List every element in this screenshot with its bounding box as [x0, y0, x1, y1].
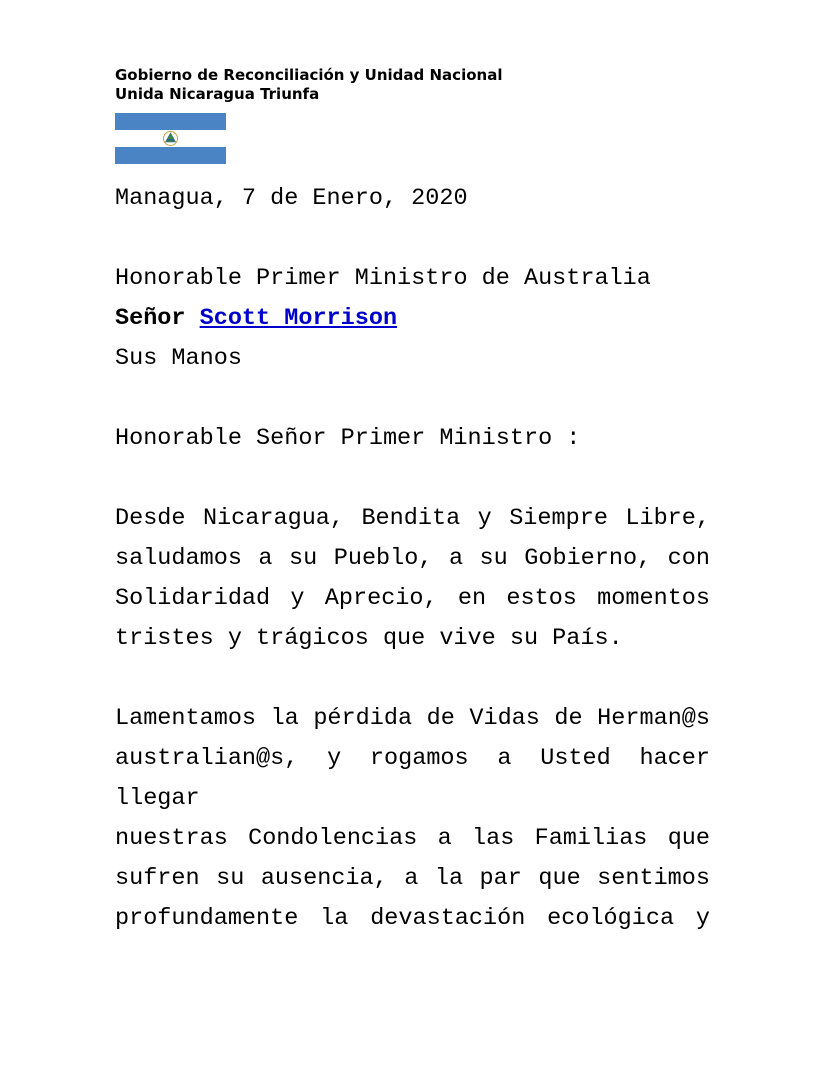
recipient-name-link[interactable]: Scott Morrison	[199, 305, 398, 332]
paragraph-line: nuestras Condolencias a las Familias que	[115, 825, 710, 852]
greeting: Honorable Señor Primer Ministro :	[115, 425, 581, 452]
paragraph-line: tristes y trágicos que vive su País.	[115, 625, 623, 652]
letterhead-line-government: Gobierno de Reconciliación y Unidad Nacional	[115, 66, 503, 84]
paragraph-condolences	[115, 699, 710, 939]
paragraph-solidarity	[115, 499, 710, 659]
paragraph-line: Lamentamos la pérdida de Vidas de Herman@s	[115, 705, 710, 732]
letter-page	[115, 66, 710, 939]
paragraph-line: profundamente la devastación ecológica y	[115, 905, 710, 932]
paragraph-line: Solidaridad y Aprecio, en estos momentos	[115, 585, 710, 612]
nicaragua-flag-icon	[115, 113, 226, 164]
paragraph-line: australian@s, y rogamos a Usted hacer llegar	[115, 745, 710, 812]
paragraph-line: sufren su ausencia, a la par que sentimos	[115, 865, 710, 892]
recipient-title: Honorable Primer Ministro de Australia	[115, 265, 651, 292]
recipient-name-line	[115, 299, 710, 339]
letter-date: Managua, 7 de Enero, 2020	[115, 185, 468, 212]
letterhead-line-slogan: Unida Nicaragua Triunfa	[115, 85, 320, 103]
paragraph-line: saludamos a su Pueblo, a su Gobierno, con	[115, 545, 710, 572]
salutation-prefix: Señor	[115, 305, 186, 332]
recipient-delivery-line: Sus Manos	[115, 345, 242, 372]
paragraph-line: Desde Nicaragua, Bendita y Siempre Libre,	[115, 505, 710, 532]
letter-body	[115, 179, 710, 939]
letterhead	[115, 66, 710, 104]
